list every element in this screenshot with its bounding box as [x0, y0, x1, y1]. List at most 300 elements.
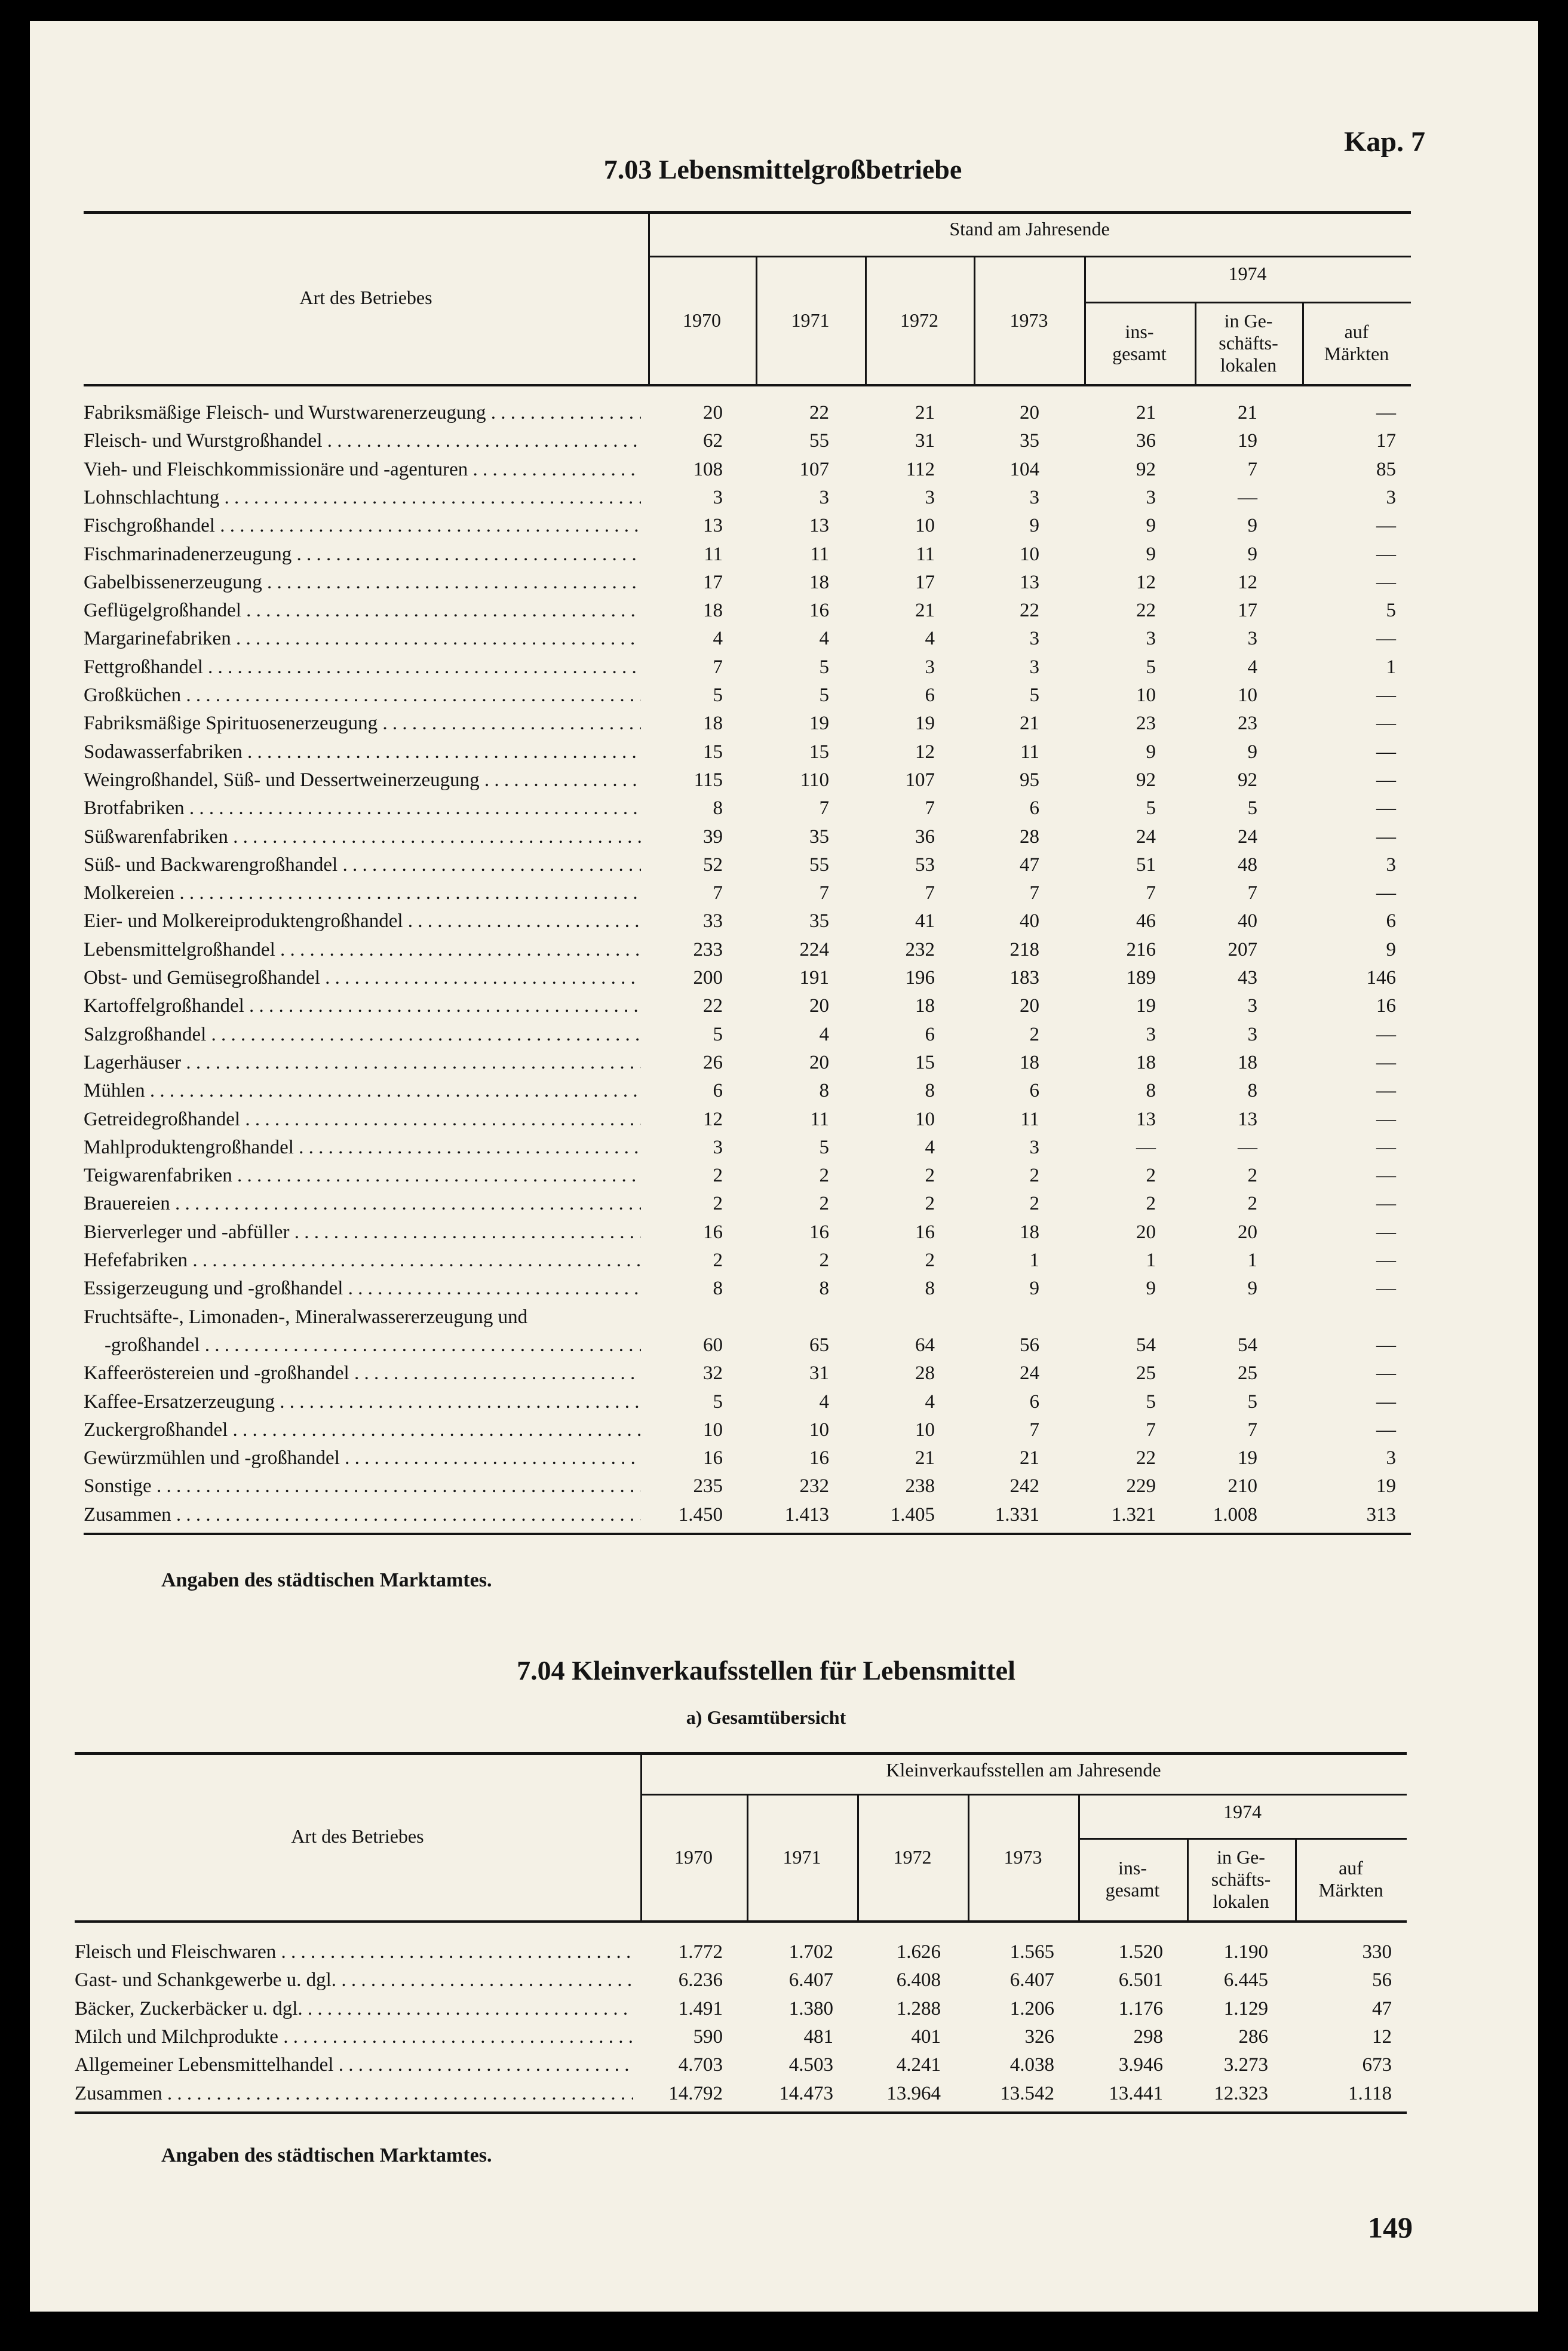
cell-value: —	[1376, 628, 1396, 650]
table-top-rule	[84, 211, 1411, 214]
table-row	[75, 2080, 1407, 2108]
cell-value: 32	[703, 1362, 723, 1385]
cell-value: —	[1376, 1051, 1396, 1073]
table-row	[84, 1388, 1411, 1416]
cell-value: —	[1376, 402, 1396, 423]
cell-value: —	[1376, 1362, 1396, 1385]
table-row	[84, 964, 1411, 992]
row-label: Zusammen . . .	[84, 1501, 641, 1529]
cell-value: 47	[1020, 854, 1039, 876]
cell-value: 5	[819, 1136, 829, 1158]
cell-value: 60	[703, 1334, 723, 1356]
geschaeftslokale-header: in Ge- schäfts- lokalen	[1219, 309, 1278, 376]
row-label: Margarinefabriken . . .	[84, 625, 641, 653]
cell-value: 35	[809, 825, 829, 848]
cell-value: 6.236	[678, 1969, 723, 1991]
cell-value: 20	[1136, 1221, 1156, 1243]
cell-value: 1.331	[995, 1503, 1039, 1526]
row-label: Sodawasserfabriken . . .	[84, 738, 641, 766]
cell-value: 28	[915, 1362, 935, 1385]
cell-value: 4.038	[1009, 2054, 1054, 2076]
cell-value: 1.206	[1009, 1997, 1054, 2019]
cell-value: 7	[1247, 882, 1257, 904]
row-label: Hefefabriken . . .	[84, 1247, 641, 1275]
cell-value: 2	[1146, 1193, 1156, 1215]
cell-value: —	[1376, 1334, 1396, 1356]
cell-value: 2	[819, 1165, 829, 1187]
cell-value: 1.520	[1118, 1941, 1163, 1963]
cell-value: —	[1238, 486, 1257, 508]
cell-value: 5	[713, 685, 723, 706]
table-row	[84, 823, 1411, 851]
table-row	[84, 1275, 1411, 1303]
cell-value: 19	[1238, 1447, 1257, 1469]
year-header: 1972	[893, 1846, 932, 1868]
row-label: Zuckergroßhandel . . .	[84, 1416, 641, 1444]
row-label: Salzgroßhandel . . .	[84, 1021, 641, 1049]
cell-value: 1.008	[1213, 1503, 1257, 1526]
cell-value: 1.190	[1223, 1941, 1268, 1963]
cell-value: 18	[809, 571, 829, 593]
cell-value: 590	[693, 2025, 723, 2048]
cell-value: 6	[925, 685, 935, 706]
row-label: Teigwarenfabriken . . .	[84, 1162, 641, 1190]
cell-value: —	[1376, 1023, 1396, 1045]
cell-value: 22	[1020, 600, 1039, 622]
table-row	[84, 879, 1411, 907]
cell-value: 3	[1386, 1447, 1396, 1469]
cell-value: 21	[915, 402, 935, 423]
cell-value: —	[1376, 882, 1396, 904]
table-top-rule	[75, 1752, 1407, 1755]
cell-value: 31	[809, 1362, 829, 1385]
cell-value: —	[1238, 1136, 1257, 1158]
cell-value: 104	[1009, 458, 1039, 480]
cell-value: 4	[925, 1136, 935, 1158]
cell-value: 21	[1136, 402, 1156, 423]
cell-value: 1	[1386, 656, 1396, 678]
row-label: Essigerzeugung und -großhandel . . .	[84, 1275, 641, 1303]
cell-value: 1.118	[1348, 2082, 1392, 2104]
cell-value: 10	[1136, 685, 1156, 706]
cell-value: 3	[1386, 854, 1396, 876]
cell-value: 12	[1372, 2025, 1392, 2048]
cell-value: 16	[1376, 995, 1396, 1017]
row-label: Lohnschlachtung . . .	[84, 484, 641, 512]
table-bottom-rule	[75, 2111, 1407, 2114]
cell-value: 238	[905, 1475, 935, 1497]
cell-value: 112	[906, 458, 935, 480]
cell-value: 22	[1136, 600, 1156, 622]
cell-value: 28	[1020, 825, 1039, 848]
cell-value: 19	[1376, 1475, 1396, 1497]
cell-value: 8	[819, 1080, 829, 1102]
cell-value: 229	[1126, 1475, 1156, 1497]
cell-value: 7	[713, 882, 723, 904]
table-row	[75, 1938, 1407, 1966]
cell-value: 3	[1247, 628, 1257, 650]
table-row	[84, 1106, 1411, 1134]
cell-value: 18	[915, 995, 935, 1017]
cell-value: 3	[1029, 486, 1039, 508]
cell-value: 11	[916, 543, 935, 565]
cell-value: 8	[925, 1278, 935, 1300]
year-1974-rule	[1084, 302, 1411, 303]
chapter-label: Kap. 7	[1344, 126, 1426, 158]
cell-value: 3	[1029, 628, 1039, 650]
cell-value: 9	[1247, 543, 1257, 565]
row-label: Süß- und Backwarengroßhandel . . .	[84, 851, 641, 879]
cell-value: 16	[809, 1221, 829, 1243]
cell-value: 3	[1146, 486, 1156, 508]
cell-value: —	[1376, 685, 1396, 706]
cell-value: 6.408	[896, 1969, 941, 1991]
table-row	[84, 1077, 1411, 1105]
cell-value: 51	[1136, 854, 1156, 876]
cell-value: 5	[1247, 1391, 1257, 1413]
year-1974-header: 1974	[1228, 263, 1267, 284]
table-row	[84, 1021, 1411, 1049]
year-header: 1971	[783, 1846, 821, 1868]
cell-value: 17	[1376, 430, 1396, 452]
cell-value: 242	[1009, 1475, 1039, 1497]
table-row	[75, 1966, 1407, 1994]
table-row	[75, 1995, 1407, 2023]
cell-value: 7	[819, 797, 829, 820]
row-label: Süßwarenfabriken . . .	[84, 823, 641, 851]
cell-value: 4	[925, 628, 935, 650]
year-1974-header: 1974	[1223, 1801, 1262, 1822]
cell-value: 183	[1009, 967, 1039, 989]
cell-value: 19	[809, 713, 829, 735]
cell-value: 2	[1029, 1165, 1039, 1187]
cell-value: 21	[1238, 402, 1257, 423]
cell-value: —	[1376, 1278, 1396, 1300]
cell-value: 25	[1136, 1362, 1156, 1385]
cell-value: 4.503	[788, 2054, 833, 2076]
cell-value: 14.792	[668, 2082, 723, 2104]
row-label: Geflügelgroßhandel . . .	[84, 597, 641, 625]
cell-value: 3.273	[1223, 2054, 1268, 2076]
cell-value: 6.407	[788, 1969, 833, 1991]
cell-value: 12	[1238, 571, 1257, 593]
cell-value: 17	[703, 571, 723, 593]
cell-value: 6.407	[1009, 1969, 1054, 1991]
cell-value: 2	[1029, 1193, 1039, 1215]
row-label: Zusammen . . .	[75, 2080, 633, 2108]
header-bottom-rule	[75, 1920, 1407, 1923]
row-label: Mühlen . . .	[84, 1077, 641, 1105]
insgesamt-header: ins- gesamt	[1105, 1857, 1160, 1901]
cell-value: 48	[1238, 854, 1257, 876]
cell-value: 12	[703, 1108, 723, 1130]
row-label: Lebensmittelgroßhandel . . .	[84, 936, 641, 964]
cell-value: 3	[1029, 656, 1039, 678]
cell-value: 2	[925, 1165, 935, 1187]
row-label: Fleisch- und Wurstgroßhandel . . .	[84, 427, 641, 455]
cell-value: 3.946	[1118, 2054, 1163, 2076]
table-row	[84, 992, 1411, 1020]
cell-value: 1	[1029, 1250, 1039, 1271]
cell-value: —	[1376, 1165, 1396, 1187]
row-label: Vieh- und Fleischkommissionäre und -agenturen . . .	[84, 456, 641, 484]
year-header: 1973	[1009, 309, 1048, 331]
cell-value: 9	[1146, 515, 1156, 537]
cell-value: 108	[693, 458, 723, 480]
group-header: Stand am Jahresende	[949, 218, 1110, 240]
cell-value: 20	[1238, 1221, 1257, 1243]
cell-value: —	[1376, 713, 1396, 735]
cell-value: 21	[1020, 713, 1039, 735]
cell-value: 16	[809, 600, 829, 622]
cell-value: 2	[925, 1250, 935, 1271]
cell-value: 2	[1029, 1023, 1039, 1045]
cell-value: 2	[925, 1193, 935, 1215]
cell-value: 12	[1136, 571, 1156, 593]
row-label: Milch und Milchprodukte . . .	[75, 2023, 633, 2051]
cell-value: 233	[693, 938, 723, 960]
cell-value: 3	[713, 1136, 723, 1158]
cell-value: 40	[1238, 910, 1257, 932]
cell-value: 3	[1386, 486, 1396, 508]
cell-value: 10	[1020, 543, 1039, 565]
cell-value: 20	[809, 1051, 829, 1073]
cell-value: 12	[915, 741, 935, 763]
table-row	[84, 597, 1411, 625]
cell-value: 2	[713, 1250, 723, 1271]
row-header: Art des Betriebes	[291, 1825, 424, 1847]
row-label: Fettgroßhandel . . .	[84, 653, 641, 682]
cell-value: 9	[1146, 1278, 1156, 1300]
table-row	[84, 851, 1411, 879]
cell-value: 6.501	[1118, 1969, 1163, 1991]
cell-value: 5	[1029, 685, 1039, 706]
cell-value: 22	[1136, 1447, 1156, 1469]
cell-value: 55	[809, 430, 829, 452]
row-label: Lagerhäuser . . .	[84, 1049, 641, 1077]
row-label: Großküchen . . .	[84, 682, 641, 710]
cell-value: —	[1376, 825, 1396, 848]
cell-value: 12.323	[1214, 2082, 1268, 2104]
cell-value: 36	[915, 825, 935, 848]
cell-value: 481	[803, 2025, 833, 2048]
cell-value: 2	[819, 1250, 829, 1271]
cell-value: 3	[925, 656, 935, 678]
row-label: Allgemeiner Lebensmittelhandel . . .	[75, 2051, 633, 2079]
cell-value: 4	[819, 628, 829, 650]
cell-value: —	[1376, 543, 1396, 565]
cell-value: 10	[915, 1419, 935, 1441]
cell-value: 200	[693, 967, 723, 989]
cell-value: 16	[703, 1221, 723, 1243]
cell-value: 3	[1247, 995, 1257, 1017]
cell-value: —	[1136, 1136, 1156, 1158]
row-label: Fabriksmäßige Spirituosenerzeugung . . .	[84, 710, 641, 738]
table2-source: Angaben des städtischen Marktamtes.	[161, 2144, 492, 2166]
cell-value: 41	[915, 910, 935, 932]
cell-value: 18	[1238, 1051, 1257, 1073]
cell-value: 23	[1238, 713, 1257, 735]
cell-value: 7	[819, 882, 829, 904]
cell-value: 5	[819, 685, 829, 706]
row-label: Bäcker, Zuckerbäcker u. dgl. . . .	[75, 1995, 633, 2023]
cell-value: 8	[925, 1080, 935, 1102]
cell-value: 2	[1146, 1165, 1156, 1187]
cell-value: 20	[809, 995, 829, 1017]
header-bottom-rule	[84, 384, 1411, 386]
cell-value: 64	[915, 1334, 935, 1356]
year-header: 1971	[791, 309, 830, 331]
cell-value: 18	[1020, 1051, 1039, 1073]
cell-value: 9	[1247, 1278, 1257, 1300]
cell-value: 326	[1024, 2025, 1054, 2048]
table1-title: 7.03 Lebensmittelgroßbetriebe	[603, 154, 962, 185]
cell-value: 4.241	[896, 2054, 941, 2076]
row-label: Kaffee-Ersatzerzeugung . . .	[84, 1388, 641, 1416]
cell-value: 19	[1136, 995, 1156, 1017]
cell-value: 9	[1146, 741, 1156, 763]
cell-value: 196	[905, 967, 935, 989]
cell-value: 146	[1366, 967, 1396, 989]
cell-value: 15	[703, 741, 723, 763]
row-label: Obst- und Gemüsegroßhandel . . .	[84, 964, 641, 992]
year-header: 1972	[900, 309, 938, 331]
cell-value: 11	[1020, 741, 1039, 763]
cell-value: 9	[1247, 741, 1257, 763]
cell-value: 224	[799, 938, 829, 960]
insgesamt-header: ins- gesamt	[1112, 321, 1167, 364]
cell-value: 210	[1228, 1475, 1257, 1497]
table-row	[84, 1331, 1411, 1359]
cell-value: 15	[809, 741, 829, 763]
cell-value: 286	[1238, 2025, 1268, 2048]
year-header: 1973	[1004, 1846, 1042, 1868]
cell-value: 23	[1136, 713, 1156, 735]
cell-value: 52	[703, 854, 723, 876]
cell-value: 19	[1238, 430, 1257, 452]
cell-value: 9	[1386, 938, 1396, 960]
cell-value: 16	[703, 1447, 723, 1469]
cell-value: 15	[915, 1051, 935, 1073]
row-label: Kartoffelgroßhandel . . .	[84, 992, 641, 1020]
cell-value: 19	[915, 713, 935, 735]
table-row	[84, 484, 1411, 512]
table-row	[84, 936, 1411, 964]
row-label: Getreidegroßhandel . . .	[84, 1106, 641, 1134]
table-row	[84, 1049, 1411, 1077]
cell-value: 35	[809, 910, 829, 932]
cell-value: 6	[925, 1023, 935, 1045]
maerkte-header: auf Märkten	[1324, 321, 1389, 364]
table-row	[84, 1303, 1411, 1331]
table-row	[84, 907, 1411, 935]
cell-value: 5	[819, 656, 829, 678]
cell-value: 232	[905, 938, 935, 960]
cell-value: 11	[704, 543, 723, 565]
cell-value: 16	[915, 1221, 935, 1243]
cell-value: 24	[1238, 825, 1257, 848]
table-row	[84, 1444, 1411, 1472]
cell-value: 13	[809, 515, 829, 537]
year-1974-rule	[1078, 1838, 1407, 1840]
cell-value: 54	[1238, 1334, 1257, 1356]
cell-value: 10	[915, 1108, 935, 1130]
cell-value: 2	[713, 1193, 723, 1215]
row-label: Gast- und Schankgewerbe u. dgl. . . .	[75, 1966, 633, 1994]
cell-value: 115	[694, 769, 723, 791]
cell-value: 18	[703, 600, 723, 622]
cell-value: 313	[1366, 1503, 1396, 1526]
cell-value: 2	[1247, 1165, 1257, 1187]
cell-value: —	[1376, 1193, 1396, 1215]
cell-value: 1.288	[896, 1997, 941, 2019]
cell-value: 17	[1238, 600, 1257, 622]
cell-value: 207	[1228, 938, 1257, 960]
cell-value: 2	[1247, 1193, 1257, 1215]
cell-value: 8	[819, 1278, 829, 1300]
cell-value: 92	[1238, 769, 1257, 791]
cell-value: 53	[915, 854, 935, 876]
cell-value: 3	[1146, 1023, 1156, 1045]
table-row	[84, 710, 1411, 738]
row-label: Brauereien . . .	[84, 1190, 641, 1218]
row-label: Brotfabriken . . .	[84, 794, 641, 822]
cell-value: 401	[911, 2025, 941, 2048]
cell-value: 46	[1136, 910, 1156, 932]
table-row	[84, 794, 1411, 822]
cell-value: 1.405	[890, 1503, 935, 1526]
cell-value: —	[1376, 571, 1396, 593]
table-row	[75, 2051, 1407, 2079]
cell-value: 7	[713, 656, 723, 678]
cell-value: —	[1376, 1419, 1396, 1441]
cell-value: 11	[810, 1108, 829, 1130]
table-row	[84, 541, 1411, 569]
cell-value: 191	[799, 967, 829, 989]
table-row	[84, 456, 1411, 484]
row-label: Mahlproduktengroßhandel . . .	[84, 1134, 641, 1162]
cell-value: —	[1376, 1221, 1396, 1243]
cell-value: 7	[1247, 458, 1257, 480]
cell-value: 10	[915, 515, 935, 537]
cell-value: 10	[809, 1419, 829, 1441]
cell-value: 4	[713, 628, 723, 650]
table-bottom-rule	[84, 1533, 1411, 1535]
cell-value: —	[1376, 1136, 1396, 1158]
cell-value: 5	[1146, 797, 1156, 820]
cell-value: 6	[1029, 1080, 1039, 1102]
cell-value: 1.321	[1111, 1503, 1156, 1526]
cell-value: —	[1376, 515, 1396, 537]
cell-value: 3	[1146, 628, 1156, 650]
cell-value: 13.542	[1000, 2082, 1054, 2104]
cell-value: 110	[800, 769, 829, 791]
page	[30, 21, 1538, 2312]
cell-value: 1	[1247, 1250, 1257, 1271]
cell-value: 6	[1029, 1391, 1039, 1413]
cell-value: 4	[1247, 656, 1257, 678]
cell-value: —	[1376, 1250, 1396, 1271]
row-label: -großhandel . . .	[105, 1331, 641, 1359]
cell-value: 55	[809, 854, 829, 876]
cell-value: 18	[703, 713, 723, 735]
cell-value: 24	[1136, 825, 1156, 848]
cell-value: 9	[1146, 543, 1156, 565]
column-divider	[648, 211, 650, 384]
cell-value: 1.626	[896, 1941, 941, 1963]
table-row	[75, 2023, 1407, 2051]
cell-value: 13.441	[1109, 2082, 1163, 2104]
